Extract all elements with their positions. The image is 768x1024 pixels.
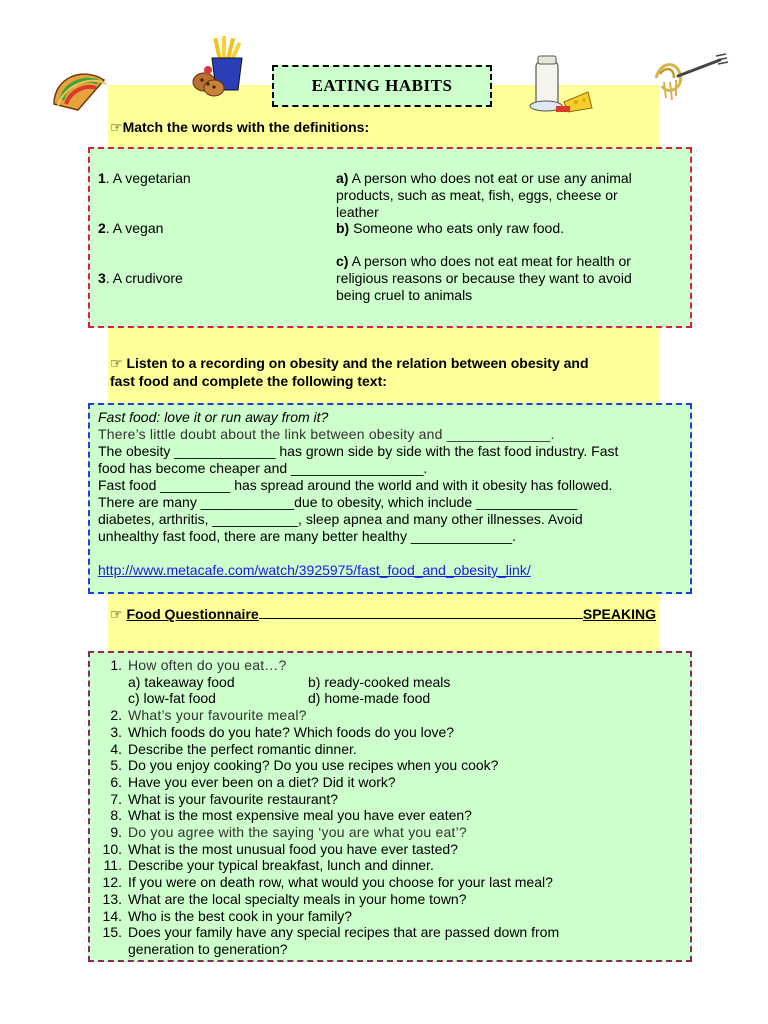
definition-b: b) Someone who eats only raw food. [336,220,565,236]
questionnaire-title: Food Questionnaire [126,606,259,622]
matching-box [88,147,692,328]
taco-clipart-icon [48,60,112,116]
listening-text-box [88,403,692,594]
question-item: 14. Who is the best cook in your family? [102,907,353,924]
pointing-hand-icon: ☞ [110,119,123,135]
question-item: 3. Which foods do you hate? Which foods do you love? [110,723,455,740]
questionnaire-heading [110,605,656,623]
pointing-hand-icon: ☞ [110,355,123,371]
question-list [94,657,690,674]
page-title: EATING HABITS [272,65,492,107]
pointing-hand-icon: ☞ [110,606,123,622]
question-item: 6. Have you ever been on a diet? Did it work? [110,773,396,790]
question-item: 8. What is the most expensive meal you have ever eaten? [110,807,472,824]
question-item: 5. Do you enjoy cooking? Do you use recipes when you cook? [110,757,499,774]
gap-line-6: diabetes, arthritis, ___________, sleep apnea and many other illnesses. Avoid [98,511,583,527]
gap-line-3: food has become cheaper and _________________. [98,460,428,476]
question-item: 10. What is the most unusual food you have ever tasted? [102,840,458,857]
term-2: 2. A vegan [98,220,164,236]
gap-line-5: There are many ____________due to obesity, which include _____________ [98,494,578,510]
questionnaire-box [88,651,692,962]
gap-line-1: There’s little doubt about the link between obesity and _____________. [98,426,555,442]
video-link[interactable]: http://www.metacafe.com/watch/3925975/fast_food_and_obesity_link/ [98,562,531,578]
spaghetti-fork-clipart-icon [650,52,730,104]
term-1: 1. A vegetarian [98,170,191,186]
match-instruction [110,118,369,136]
gap-line-4: Fast food _________ has spread around the world and with it obesity has followed. [98,477,613,493]
definition-a: a) A person who does not eat or use any animal products, such as meat, fish, eggs, cheese or leather [336,170,632,220]
heading-underline [259,605,583,619]
gap-line-2: The obesity _____________ has grown side by side with the fast food industry. Fast [98,443,619,459]
yellow-backdrop-speaking [108,594,660,652]
question-list [94,707,690,941]
milk-and-cheese-clipart-icon [522,52,596,116]
question-item: 11. Describe your typical breakfast, lunch and dinner. [103,857,434,874]
question-item: 9. Do you agree with the saying ‘you are what you eat’? [110,824,467,841]
match-instruction-text: Match the words with the definitions: [122,119,370,135]
question-item: 4. Describe the perfect romantic dinner. [110,740,357,757]
term-3: 3. A crudivore [98,270,183,286]
question-item: 1. How often do you eat…? [110,657,287,673]
question-item: 13. What are the local specialty meals in your home town? [102,890,467,907]
listening-instruction: ☞ Listen to a recording on obesity and the relation between obesity and fast food and complete the following text: [110,355,589,389]
question-item: 15. Does your family have any special recipes that are passed down from [102,924,560,941]
speaking-label: SPEAKING [582,606,656,622]
question-item: 2. What’s your favourite meal? [110,707,307,724]
question-15-continuation: generation to generation? [128,940,288,957]
question-item: 7. What is your favourite restaurant? [110,790,339,807]
text-title: Fast food: love it or run away from it? [98,409,329,425]
gap-line-7: unhealthy fast food, there are many better healthy _____________. [98,528,516,544]
option-row: a) takeaway food b) ready-cooked meals [128,673,451,690]
definition-c: c) A person who does not eat meat for health or religious reasons or because they want to avoid being cruel to animals [336,253,632,303]
fries-and-cookies-clipart-icon [186,32,258,98]
option-row: c) low-fat food d) home-made food [128,690,431,707]
question-item: 12. If you were on death row, what would you choose for your last meal? [102,874,553,891]
